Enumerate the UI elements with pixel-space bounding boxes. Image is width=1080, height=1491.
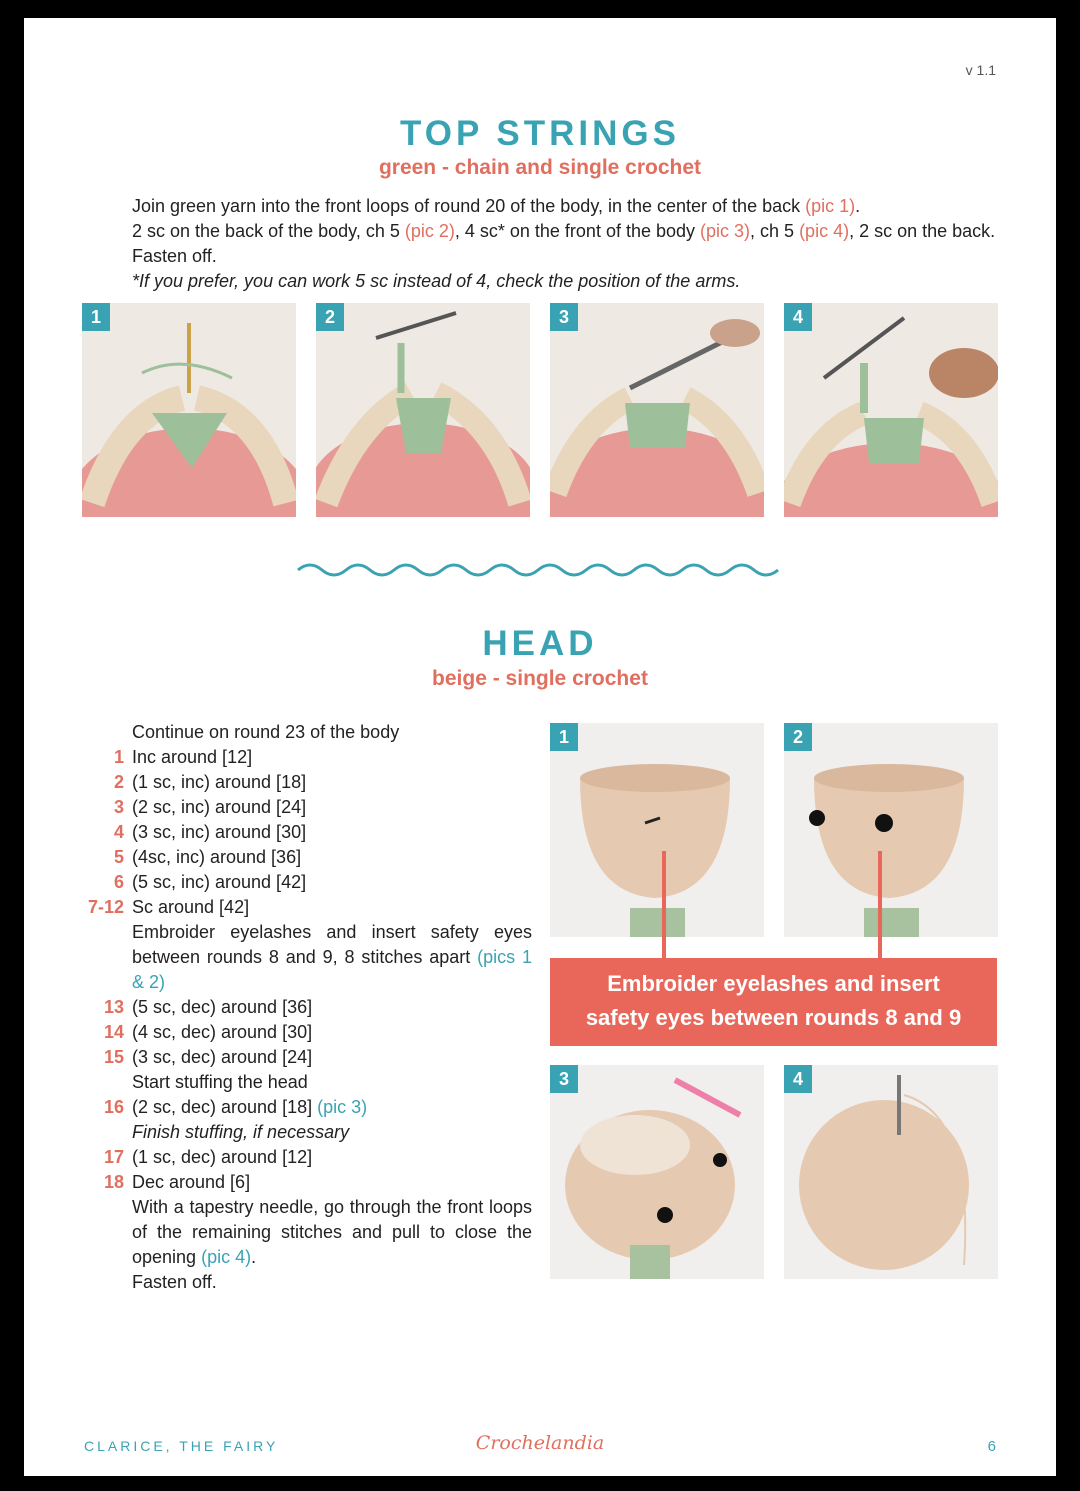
step-row: 4 (3 sc, inc) around [30] bbox=[113, 822, 307, 842]
photo-number: 2 bbox=[316, 303, 344, 331]
head-photo-3 bbox=[550, 1065, 764, 1279]
step-row: Continue on round 23 of the body bbox=[132, 722, 400, 742]
eyes-callout-banner bbox=[550, 958, 997, 1046]
banner-line: Embroider eyelashes and insert bbox=[607, 971, 940, 996]
step-row: Fasten off. bbox=[132, 1272, 217, 1292]
step-row: Start stuffing the head bbox=[132, 1072, 308, 1092]
head-photo-1 bbox=[550, 723, 764, 937]
head-instructions bbox=[82, 720, 532, 1295]
photo-number: 1 bbox=[550, 723, 578, 751]
step-row: With a tapestry needle, go through the front loops of the remaining stitches and pull to close the opening (pic 4). bbox=[132, 1197, 532, 1267]
top-strings-photo-1 bbox=[82, 303, 296, 517]
pointer-arrow bbox=[878, 851, 882, 958]
instruction-line-1: Join green yarn into the front loops of round 20 of the body, in the center of the back (pic 1). bbox=[132, 196, 861, 216]
section-subtitle-head: beige - single crochet bbox=[432, 667, 648, 690]
banner-line: safety eyes between rounds 8 and 9 bbox=[585, 1005, 962, 1030]
photo-number: 4 bbox=[784, 1065, 812, 1093]
step-row: 5 (4sc, inc) around [36] bbox=[113, 847, 302, 867]
top-strings-photo-4 bbox=[784, 303, 998, 517]
step-row: 13 (5 sc, dec) around [36] bbox=[103, 997, 313, 1017]
step-row: Embroider eyelashes and insert safety eyes between rounds 8 and 9, 8 stitches apart (pics 1 & 2) bbox=[132, 922, 533, 992]
step-row: 6 (5 sc, inc) around [42] bbox=[113, 872, 307, 892]
head-photo-2 bbox=[784, 723, 998, 937]
photo-number: 4 bbox=[784, 303, 812, 331]
step-row: 18 Dec around [6] bbox=[103, 1172, 251, 1192]
step-row: 1 Inc around [12] bbox=[113, 747, 253, 767]
step-row: 15 (3 sc, dec) around [24] bbox=[103, 1047, 313, 1067]
photo-number: 3 bbox=[550, 303, 578, 331]
section-title-top-strings: TOP STRINGS bbox=[400, 114, 680, 153]
instruction-note: *If you prefer, you can work 5 sc instead of 4, check the position of the arms. bbox=[132, 271, 741, 291]
step-row: 2 (1 sc, inc) around [18] bbox=[113, 772, 307, 792]
version-label: v 1.1 bbox=[965, 62, 996, 78]
step-row: 17 (1 sc, dec) around [12] bbox=[103, 1147, 313, 1167]
top-strings-photo-2 bbox=[316, 303, 530, 517]
document-page bbox=[24, 18, 1056, 1476]
top-strings-photo-3 bbox=[550, 303, 764, 517]
wave-divider bbox=[296, 558, 786, 582]
step-row: 16 (2 sc, dec) around [18] (pic 3) bbox=[103, 1097, 368, 1117]
step-row: 14 (4 sc, dec) around [30] bbox=[103, 1022, 313, 1042]
page-number: 6 bbox=[987, 1438, 996, 1455]
photo-number: 1 bbox=[82, 303, 110, 331]
photo-number: 2 bbox=[784, 723, 812, 751]
top-strings-instructions bbox=[132, 194, 1012, 294]
photo-number: 3 bbox=[550, 1065, 578, 1093]
step-row: Finish stuffing, if necessary bbox=[132, 1122, 350, 1142]
footer-pattern-name: CLARICE, THE FAIRY bbox=[84, 1438, 279, 1454]
instruction-line-2: 2 sc on the back of the body, ch 5 (pic 2), 4 sc* on the front of the body (pic 3), ch 5 (pic 4), 2 sc on the back. Fasten off. bbox=[132, 221, 996, 266]
step-row: 3 (2 sc, inc) around [24] bbox=[113, 797, 307, 817]
step-row: 7-12 Sc around [42] bbox=[87, 897, 250, 917]
section-subtitle-top-strings: green - chain and single crochet bbox=[378, 156, 702, 179]
section-title-head: HEAD bbox=[482, 624, 598, 663]
pointer-arrow bbox=[662, 851, 666, 958]
footer-brand-logo: Crochelandia bbox=[475, 1432, 605, 1454]
head-photo-4 bbox=[784, 1065, 998, 1279]
